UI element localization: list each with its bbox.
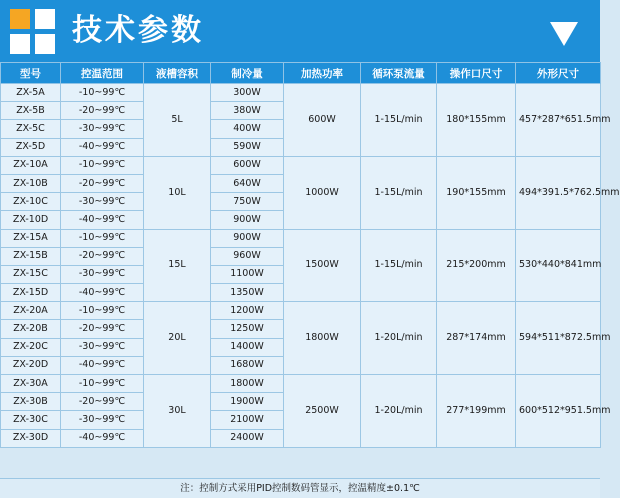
cell-temp-range: -20~99℃ [61, 102, 144, 120]
cell-temp-range: -40~99℃ [61, 356, 144, 374]
cell-port-size: 180*155mm [437, 84, 516, 157]
cell-cooling-capacity: 1680W [211, 356, 284, 374]
cell-pump-flow: 1-15L/min [361, 156, 437, 229]
cell-model: ZX-5B [1, 102, 61, 120]
cell-temp-range: -10~99℃ [61, 229, 144, 247]
header-bath-volume: 液槽容积 [144, 63, 211, 84]
header-model: 型号 [1, 63, 61, 84]
grid-logo-icon [10, 9, 56, 55]
cell-cooling-capacity: 1900W [211, 393, 284, 411]
cell-cooling-capacity: 600W [211, 156, 284, 174]
cell-temp-range: -30~99℃ [61, 193, 144, 211]
header-port-size: 操作口尺寸 [437, 63, 516, 84]
cell-port-size: 287*174mm [437, 302, 516, 375]
cell-cooling-capacity: 900W [211, 211, 284, 229]
cell-bath-volume: 15L [144, 229, 211, 302]
cell-temp-range: -10~99℃ [61, 84, 144, 102]
cell-cooling-capacity: 1100W [211, 265, 284, 283]
cell-temp-range: -30~99℃ [61, 265, 144, 283]
cell-model: ZX-5A [1, 84, 61, 102]
title-banner [0, 0, 600, 62]
cell-model: ZX-20B [1, 320, 61, 338]
cell-temp-range: -20~99℃ [61, 174, 144, 192]
cell-model: ZX-10A [1, 156, 61, 174]
cell-heating-power: 600W [284, 84, 361, 157]
spec-table [0, 62, 620, 448]
cell-bath-volume: 5L [144, 84, 211, 157]
cell-pump-flow: 1-15L/min [361, 229, 437, 302]
cell-model: ZX-5C [1, 120, 61, 138]
cell-cooling-capacity: 400W [211, 120, 284, 138]
cell-temp-range: -20~99℃ [61, 247, 144, 265]
cell-cooling-capacity: 300W [211, 84, 284, 102]
cell-temp-range: -30~99℃ [61, 411, 144, 429]
cell-temp-range: -40~99℃ [61, 211, 144, 229]
footnote: 注：控制方式采用PID控制数码管显示，控温精度±0.1℃ [0, 478, 600, 498]
cell-dimensions: 600*512*951.5mm [516, 375, 601, 448]
cell-temp-range: -40~99℃ [61, 429, 144, 447]
cell-cooling-capacity: 900W [211, 229, 284, 247]
cell-heating-power: 1800W [284, 302, 361, 375]
header-dimensions: 外形尺寸 [516, 63, 601, 84]
cell-model: ZX-10D [1, 211, 61, 229]
cell-cooling-capacity: 750W [211, 193, 284, 211]
cell-dimensions: 457*287*651.5mm [516, 84, 601, 157]
cell-pump-flow: 1-20L/min [361, 375, 437, 448]
cell-pump-flow: 1-20L/min [361, 302, 437, 375]
cell-temp-range: -20~99℃ [61, 393, 144, 411]
cell-temp-range: -30~99℃ [61, 338, 144, 356]
header-cooling-capacity: 制冷量 [211, 63, 284, 84]
cell-dimensions: 530*440*841mm [516, 229, 601, 302]
table-row [1, 229, 601, 247]
cell-temp-range: -40~99℃ [61, 284, 144, 302]
table-body [1, 84, 620, 448]
cell-cooling-capacity: 380W [211, 102, 284, 120]
table-row [1, 302, 601, 320]
cell-model: ZX-15D [1, 284, 61, 302]
cell-cooling-capacity: 590W [211, 138, 284, 156]
cell-pump-flow: 1-15L/min [361, 84, 437, 157]
cell-temp-range: -10~99℃ [61, 302, 144, 320]
cell-cooling-capacity: 1350W [211, 284, 284, 302]
page-title: 技术参数 [72, 13, 204, 48]
cell-cooling-capacity: 2400W [211, 429, 284, 447]
cell-model: ZX-15A [1, 229, 61, 247]
cell-bath-volume: 30L [144, 375, 211, 448]
cell-model: ZX-10C [1, 193, 61, 211]
table-row [1, 375, 601, 393]
cell-bath-volume: 10L [144, 156, 211, 229]
cell-model: ZX-5D [1, 138, 61, 156]
cell-cooling-capacity: 960W [211, 247, 284, 265]
cell-port-size: 277*199mm [437, 375, 516, 448]
cell-bath-volume: 20L [144, 302, 211, 375]
cell-heating-power: 2500W [284, 375, 361, 448]
cell-model: ZX-30B [1, 393, 61, 411]
cell-model: ZX-20D [1, 356, 61, 374]
cell-cooling-capacity: 1400W [211, 338, 284, 356]
cell-dimensions: 594*511*872.5mm [516, 302, 601, 375]
table-header-row [1, 63, 601, 84]
cell-model: ZX-20A [1, 302, 61, 320]
cell-model: ZX-15C [1, 265, 61, 283]
cell-cooling-capacity: 640W [211, 174, 284, 192]
cell-heating-power: 1500W [284, 229, 361, 302]
cell-cooling-capacity: 1200W [211, 302, 284, 320]
cell-port-size: 215*200mm [437, 229, 516, 302]
cell-temp-range: -10~99℃ [61, 156, 144, 174]
cell-temp-range: -30~99℃ [61, 120, 144, 138]
cell-dimensions: 494*391.5*762.5mm [516, 156, 601, 229]
cell-heating-power: 1000W [284, 156, 361, 229]
table-row [1, 84, 601, 102]
cell-model: ZX-10B [1, 174, 61, 192]
cell-model: ZX-15B [1, 247, 61, 265]
header-temp-range: 控温范围 [61, 63, 144, 84]
header-pump-flow: 循环泵流量 [361, 63, 437, 84]
down-arrow-icon [550, 22, 578, 46]
cell-model: ZX-20C [1, 338, 61, 356]
table-row [1, 156, 601, 174]
cell-model: ZX-30C [1, 411, 61, 429]
cell-cooling-capacity: 2100W [211, 411, 284, 429]
cell-port-size: 190*155mm [437, 156, 516, 229]
cell-temp-range: -20~99℃ [61, 320, 144, 338]
header-heating-power: 加热功率 [284, 63, 361, 84]
cell-model: ZX-30A [1, 375, 61, 393]
cell-temp-range: -10~99℃ [61, 375, 144, 393]
cell-model: ZX-30D [1, 429, 61, 447]
cell-temp-range: -40~99℃ [61, 138, 144, 156]
cell-cooling-capacity: 1250W [211, 320, 284, 338]
cell-cooling-capacity: 1800W [211, 375, 284, 393]
